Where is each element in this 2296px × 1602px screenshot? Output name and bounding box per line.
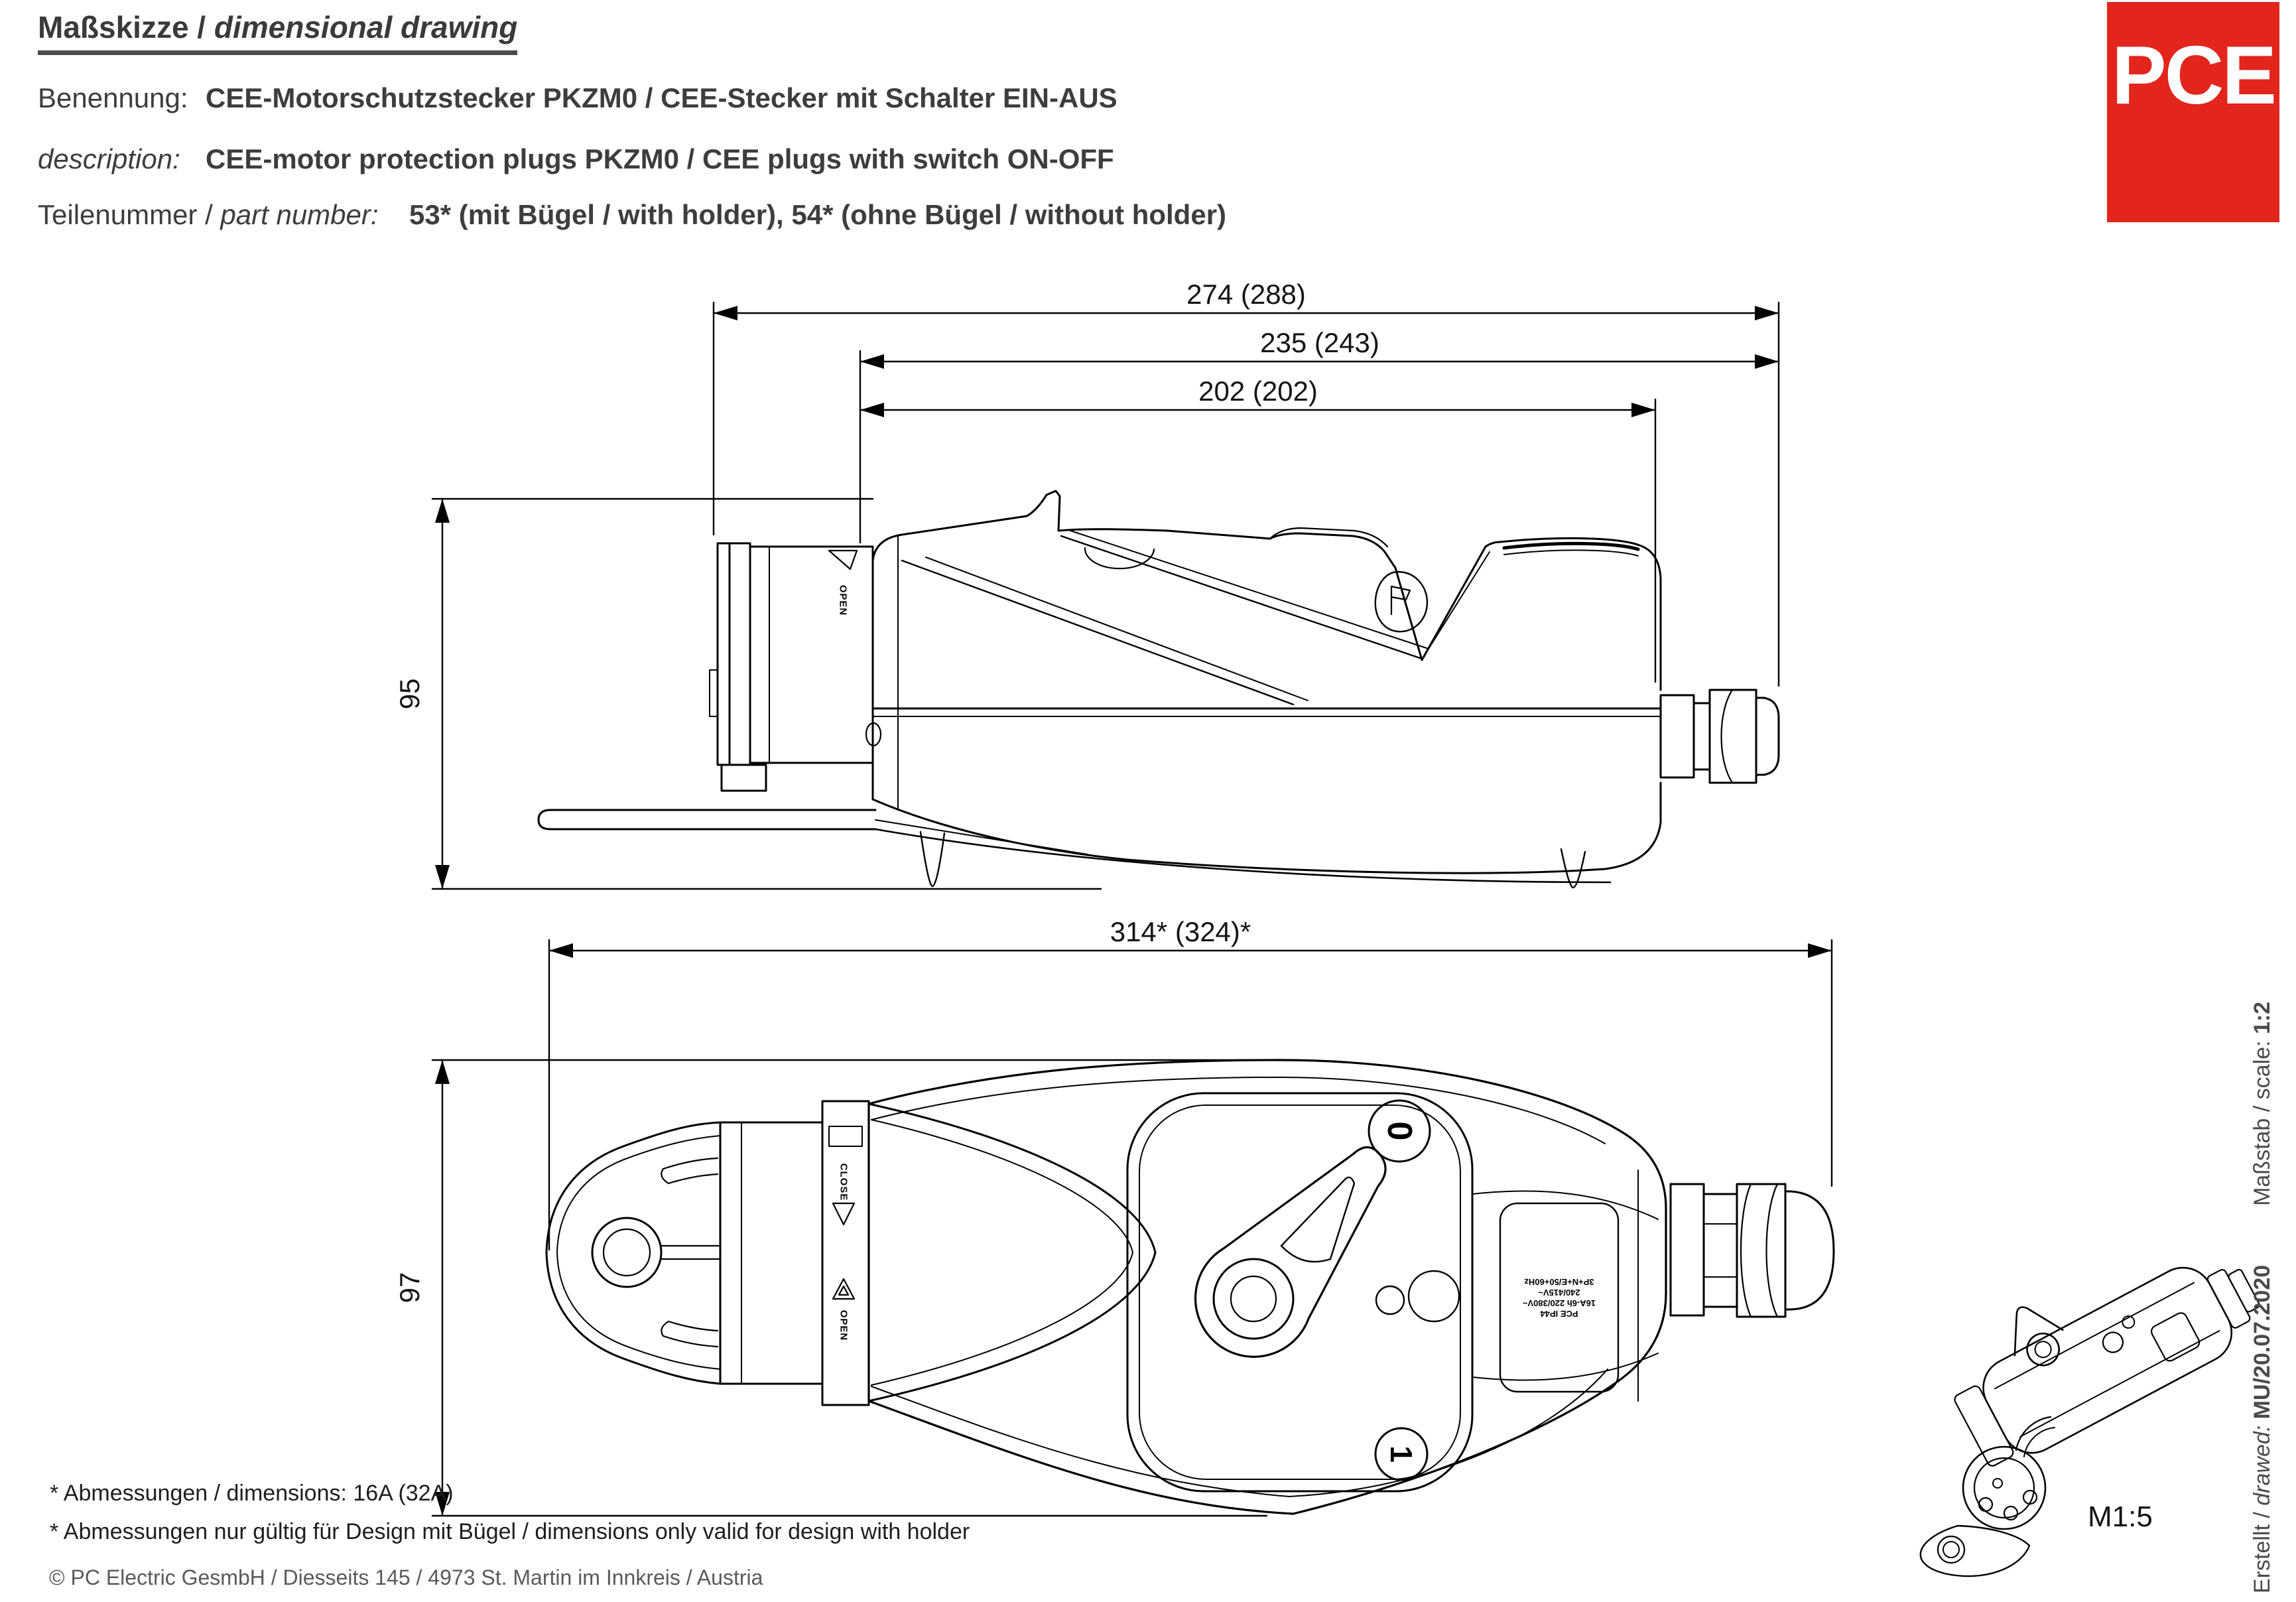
rating-plate-line4: 3P+N+E/50+60Hz [1524, 1277, 1594, 1287]
created-value: MU/20.07.2020 [2250, 1264, 2275, 1420]
pce-logo [2107, 2, 2279, 222]
switch-off-label: 0 [1380, 1121, 1419, 1141]
rating-plate [1473, 1276, 1645, 1319]
dim-height-top-label: 97 [394, 1272, 425, 1303]
title-block [2250, 996, 2275, 1593]
side-view-dimensions [432, 302, 1779, 889]
close-triangle-icon [833, 1203, 854, 1225]
dim-height-side-label: 95 [394, 678, 425, 710]
dim-housing-label: 235 (243) [1260, 327, 1379, 358]
open-triangle-icon [833, 1279, 854, 1299]
detail-scale-label: M1:5 [2088, 1501, 2153, 1533]
rating-plate-line1: PCE IP44 [1540, 1309, 1578, 1319]
benennung-value: CEE-Motorschutzstecker PKZM0 / CEE-Stecker mit Schalter EIN-AUS [206, 82, 1117, 113]
top-close-label: CLOSE [838, 1163, 850, 1201]
scale-label: Maßstab / scale: [2250, 1040, 2275, 1206]
copyright-line: © PC Electric GesmbH / Diesseits 145 / 4973 St. Martin im Innkreis / Austria [49, 1566, 763, 1589]
description-value: CEE-motor protection plugs PKZM0 / CEE plugs with switch ON-OFF [206, 143, 1114, 174]
side-open-label: OPEN [837, 584, 849, 616]
side-open-triangle-icon [829, 551, 857, 569]
page-title [38, 9, 517, 55]
pce-logo-text: PCE [2112, 30, 2275, 121]
dim-length-top-label: 314* (324)* [1110, 916, 1251, 947]
description-label: description: [38, 143, 180, 174]
rating-plate-line2: 16A-6h 220/380V~ [1522, 1298, 1596, 1308]
page-title-de: Maßskizze / [38, 10, 214, 44]
created-label: Erstellt / [2250, 1505, 2275, 1593]
benennung-label: Benennung: [38, 82, 188, 113]
switch-on-label: 1 [1384, 1445, 1419, 1463]
footnote-2: * Abmessungen nur gültig für Design mit Bügel / dimensions only valid for design with holder [50, 1519, 970, 1544]
footnote-1: * Abmessungen / dimensions: 16A (32A) [50, 1481, 454, 1506]
rating-plate-line3: 240/415V~ [1538, 1288, 1580, 1298]
side-view-product [539, 491, 1779, 888]
dim-overall-label: 274 (288) [1186, 279, 1306, 310]
created-label-en: drawed: [2250, 1425, 2275, 1506]
page-title-en: dimensional drawing [214, 10, 518, 44]
partnumber-label: Teilenummer / part number: [38, 199, 379, 230]
top-open-label: OPEN [838, 1309, 850, 1341]
top-view-dimensions [432, 940, 1832, 1516]
dim-body-label: 202 (202) [1198, 375, 1318, 407]
scale-value: 1:2 [2250, 1001, 2275, 1035]
partnumber-value: 53* (mit Bügel / with holder), 54* (ohne Bügel / without holder) [409, 199, 1227, 230]
